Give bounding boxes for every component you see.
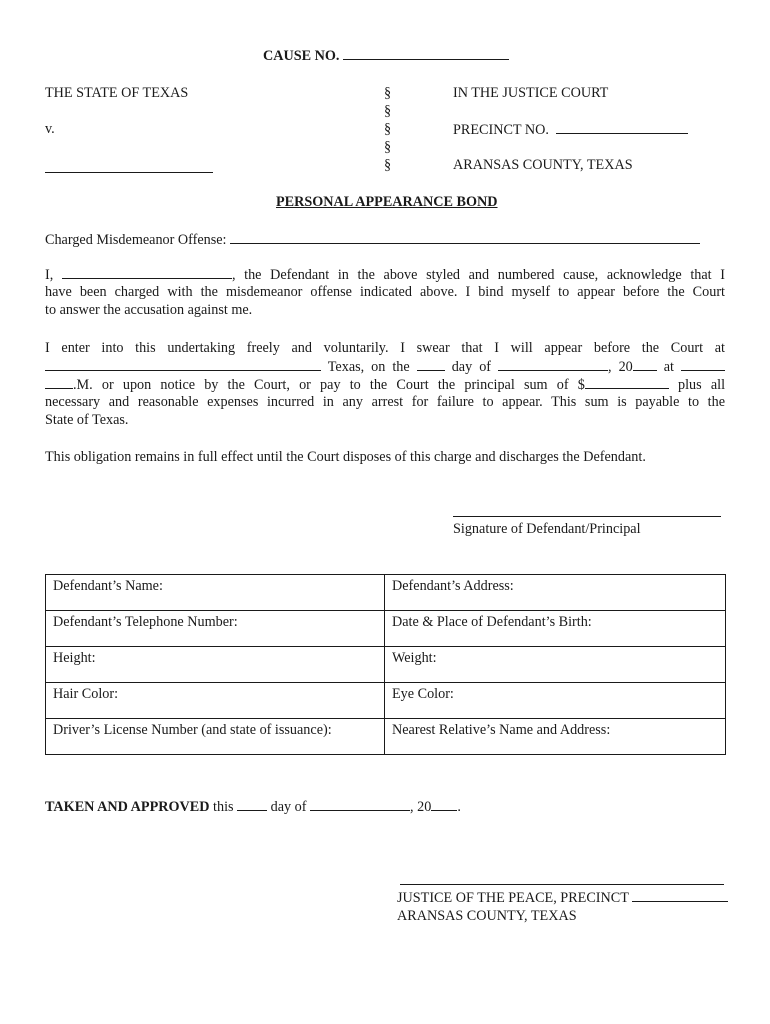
- height-cell[interactable]: Height:: [46, 647, 385, 683]
- offense-label: Charged Misdemeanor Offense:: [45, 232, 227, 248]
- section-symbol: §: [384, 121, 392, 137]
- cause-no-label: CAUSE NO.: [263, 48, 340, 64]
- approval-month-blank[interactable]: [310, 797, 410, 811]
- defendant-name-cell[interactable]: Defendant’s Name:: [46, 575, 385, 611]
- section-symbol: §: [384, 103, 392, 119]
- day-blank[interactable]: [417, 357, 445, 371]
- justice-precinct-blank[interactable]: [632, 888, 728, 902]
- time-blank[interactable]: [681, 357, 725, 371]
- justice-county: ARANSAS COUNTY, TEXAS: [397, 908, 577, 924]
- paragraph-line: to answer the accusation against me.: [45, 302, 253, 318]
- defendant-address-cell[interactable]: Defendant’s Address:: [385, 575, 726, 611]
- month-blank[interactable]: [498, 357, 608, 371]
- table-row: [46, 575, 726, 611]
- cause-number-line: [263, 46, 509, 65]
- offense-blank[interactable]: [230, 230, 700, 244]
- paragraph-line: State of Texas.: [45, 412, 129, 428]
- paragraph-line: .M. or upon notice by the Court, or pay to the Court the principal sum of $ plus all: [45, 375, 725, 393]
- hair-color-cell[interactable]: Hair Color:: [46, 683, 385, 719]
- table-row: [46, 683, 726, 719]
- nearest-relative-cell[interactable]: Nearest Relative’s Name and Address:: [385, 719, 726, 755]
- approval-line: TAKEN AND APPROVED this day of , 20 .: [45, 799, 461, 815]
- versus-label: v.: [45, 121, 55, 137]
- document-title: PERSONAL APPEARANCE BOND: [276, 194, 498, 210]
- section-symbol: §: [384, 157, 392, 173]
- am-pm-blank[interactable]: [45, 375, 73, 389]
- paragraph-line: I, , the Defendant in the above styled and numbered cause, acknowledge that I: [45, 267, 725, 283]
- signature-label: Signature of Defendant/Principal: [453, 521, 641, 537]
- section-symbol: §: [384, 139, 392, 155]
- justice-title-line: [397, 888, 728, 907]
- cause-no-blank[interactable]: [343, 46, 509, 60]
- paragraph-line: Texas, on the day of , 20 at: [45, 357, 725, 375]
- paragraph-acknowledgement: [45, 265, 725, 319]
- approval-label: TAKEN AND APPROVED: [45, 799, 210, 815]
- table-row: [46, 611, 726, 647]
- section-symbol: §: [384, 85, 392, 101]
- defendant-name-blank[interactable]: [45, 172, 213, 173]
- city-blank[interactable]: [45, 357, 321, 371]
- approval-year-blank[interactable]: [431, 797, 457, 811]
- state-of-texas: THE STATE OF TEXAS: [45, 85, 189, 101]
- county-name: ARANSAS COUNTY, TEXAS: [453, 157, 633, 173]
- precinct-line: [453, 120, 688, 139]
- telephone-cell[interactable]: Defendant’s Telephone Number:: [46, 611, 385, 647]
- precinct-label: PRECINCT NO.: [453, 122, 549, 138]
- paragraph-line: necessary and reasonable expenses incurred in any arrest for failure to appear. This sum is payable to the: [45, 394, 725, 410]
- court-name: IN THE JUSTICE COURT: [453, 85, 609, 101]
- defendant-blank[interactable]: [62, 265, 232, 279]
- justice-title: JUSTICE OF THE PEACE, PRECINCT: [397, 890, 629, 906]
- paragraph-line: I enter into this undertaking freely and voluntarily. I swear that I will appear before the Court at: [45, 340, 725, 356]
- weight-cell[interactable]: Weight:: [385, 647, 726, 683]
- table-row: [46, 647, 726, 683]
- defendant-info-table: [45, 574, 726, 755]
- amount-blank[interactable]: [585, 375, 669, 389]
- paragraph-undertaking: [45, 339, 725, 429]
- precinct-blank[interactable]: [556, 120, 688, 134]
- year-blank[interactable]: [633, 357, 657, 371]
- offense-line: [45, 230, 700, 249]
- birth-date-place-cell[interactable]: Date & Place of Defendant’s Birth:: [385, 611, 726, 647]
- justice-signature-line[interactable]: [400, 884, 724, 885]
- drivers-license-cell[interactable]: Driver’s License Number (and state of issuance):: [46, 719, 385, 755]
- paragraph-obligation: This obligation remains in full effect until the Court disposes of this charge and discharges the Defendant.: [45, 449, 646, 465]
- eye-color-cell[interactable]: Eye Color:: [385, 683, 726, 719]
- table-row: [46, 719, 726, 755]
- signature-line[interactable]: [453, 516, 721, 517]
- approval-day-blank[interactable]: [237, 797, 267, 811]
- paragraph-line: have been charged with the misdemeanor offense indicated above. I bind myself to appear before the Court: [45, 284, 725, 300]
